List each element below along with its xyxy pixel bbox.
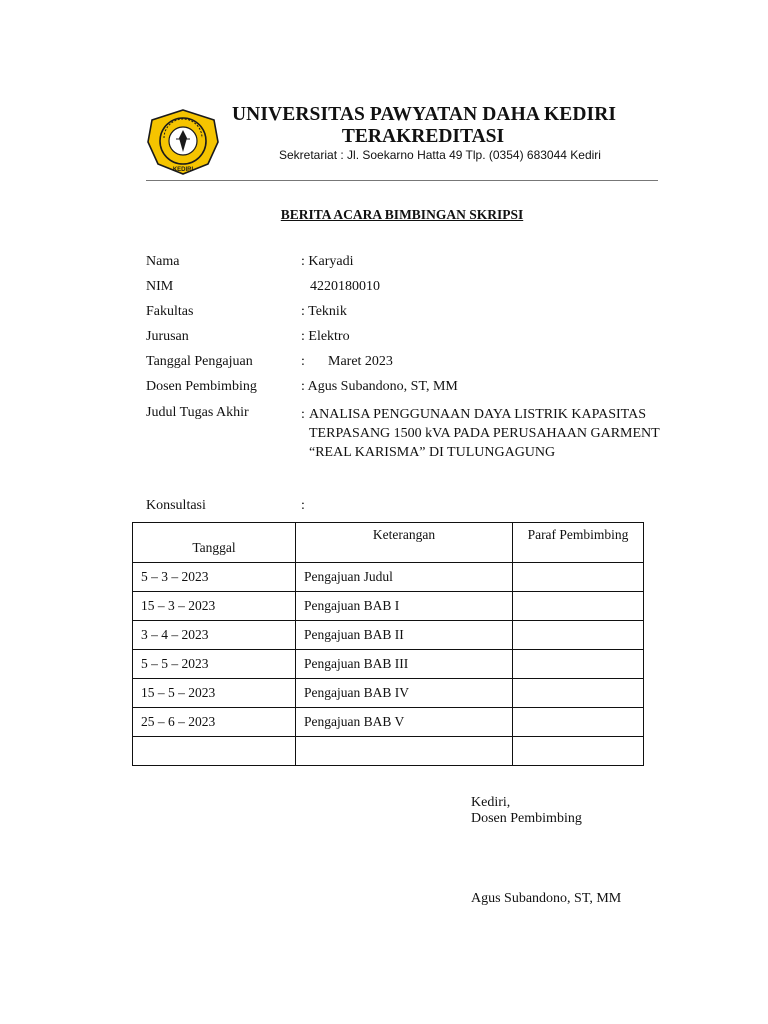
cell-paraf (513, 621, 644, 650)
table-row (133, 592, 644, 621)
judul-tugas-akhir-label: Judul Tugas Akhir (146, 405, 249, 420)
cell-tanggal (133, 737, 296, 766)
cell-paraf (513, 708, 644, 737)
fakultas-label: Fakultas (146, 304, 194, 319)
jurusan-value: : Elektro (301, 329, 350, 344)
nama-label: Nama (146, 254, 180, 269)
dosen-pembimbing-value: : Agus Subandono, ST, MM (301, 379, 458, 394)
fakultas-value: : Teknik (301, 304, 347, 319)
table-row (133, 708, 644, 737)
cell-keterangan: Pengajuan BAB III (296, 650, 513, 679)
judul-tugas-akhir-block (301, 405, 661, 462)
judul-colon: : (301, 407, 305, 422)
nim-value: 4220180010 (310, 279, 380, 294)
nama-value: : Karyadi (301, 254, 354, 269)
cell-paraf (513, 563, 644, 592)
cell-tanggal: 5 – 3 – 2023 (133, 563, 296, 592)
konsultasi-colon: : (301, 498, 305, 513)
university-logo-seal (146, 108, 220, 176)
header-paraf-pembimbing: Paraf Pembimbing (513, 523, 644, 563)
header-keterangan: Keterangan (296, 523, 513, 563)
cell-keterangan: Pengajuan BAB II (296, 621, 513, 650)
document-title: BERITA ACARA BIMBINGAN SKRIPSI (280, 207, 524, 222)
nim-label: NIM (146, 279, 174, 294)
cell-paraf (513, 592, 644, 621)
cell-keterangan: Pengajuan BAB V (296, 708, 513, 737)
cell-tanggal: 15 – 3 – 2023 (133, 592, 296, 621)
cell-keterangan (296, 737, 513, 766)
konsultasi-label: Konsultasi (146, 498, 206, 513)
table-row (133, 563, 644, 592)
signature-place: Kediri, (471, 795, 511, 810)
header-tanggal: Tanggal (133, 523, 296, 563)
cell-keterangan: Pengajuan Judul (296, 563, 513, 592)
table-row (133, 650, 644, 679)
secretariat-address: Sekretariat : Jl. Soekarno Hatta 49 Tlp. (0354) 683044 Kediri (279, 148, 601, 162)
cell-keterangan: Pengajuan BAB IV (296, 679, 513, 708)
logo-caption: KEDIRI (172, 167, 194, 173)
tanggal-pengajuan-value: Maret 2023 (328, 354, 393, 369)
tanggal-pengajuan-colon: : (301, 354, 305, 369)
table-row (133, 621, 644, 650)
table-row (133, 737, 644, 766)
cell-keterangan: Pengajuan BAB I (296, 592, 513, 621)
consultation-table (132, 522, 644, 766)
table-header-row (133, 523, 644, 563)
table-row (133, 679, 644, 708)
accreditation-status: TERAKREDITASI (341, 126, 505, 147)
judul-tugas-akhir-value: ANALISA PENGGUNAAN DAYA LISTRIK KAPASITAS TERPASANG 1500 kVA PADA PERUSAHAAN GARMENT “REAL KARISMA” DI TULUNGAGUNG (309, 407, 660, 460)
cell-tanggal: 3 – 4 – 2023 (133, 621, 296, 650)
tanggal-pengajuan-label: Tanggal Pengajuan (146, 354, 253, 369)
cell-tanggal: 15 – 5 – 2023 (133, 679, 296, 708)
cell-tanggal: 25 – 6 – 2023 (133, 708, 296, 737)
cell-tanggal: 5 – 5 – 2023 (133, 650, 296, 679)
header-divider (146, 180, 658, 181)
cell-paraf (513, 679, 644, 708)
cell-paraf (513, 737, 644, 766)
cell-paraf (513, 650, 644, 679)
university-name: UNIVERSITAS PAWYATAN DAHA KEDIRI (232, 104, 617, 125)
dosen-pembimbing-label: Dosen Pembimbing (146, 379, 257, 394)
signature-name: Agus Subandono, ST, MM (471, 891, 622, 906)
jurusan-label: Jurusan (146, 329, 189, 344)
signature-role: Dosen Pembimbing (471, 811, 582, 826)
